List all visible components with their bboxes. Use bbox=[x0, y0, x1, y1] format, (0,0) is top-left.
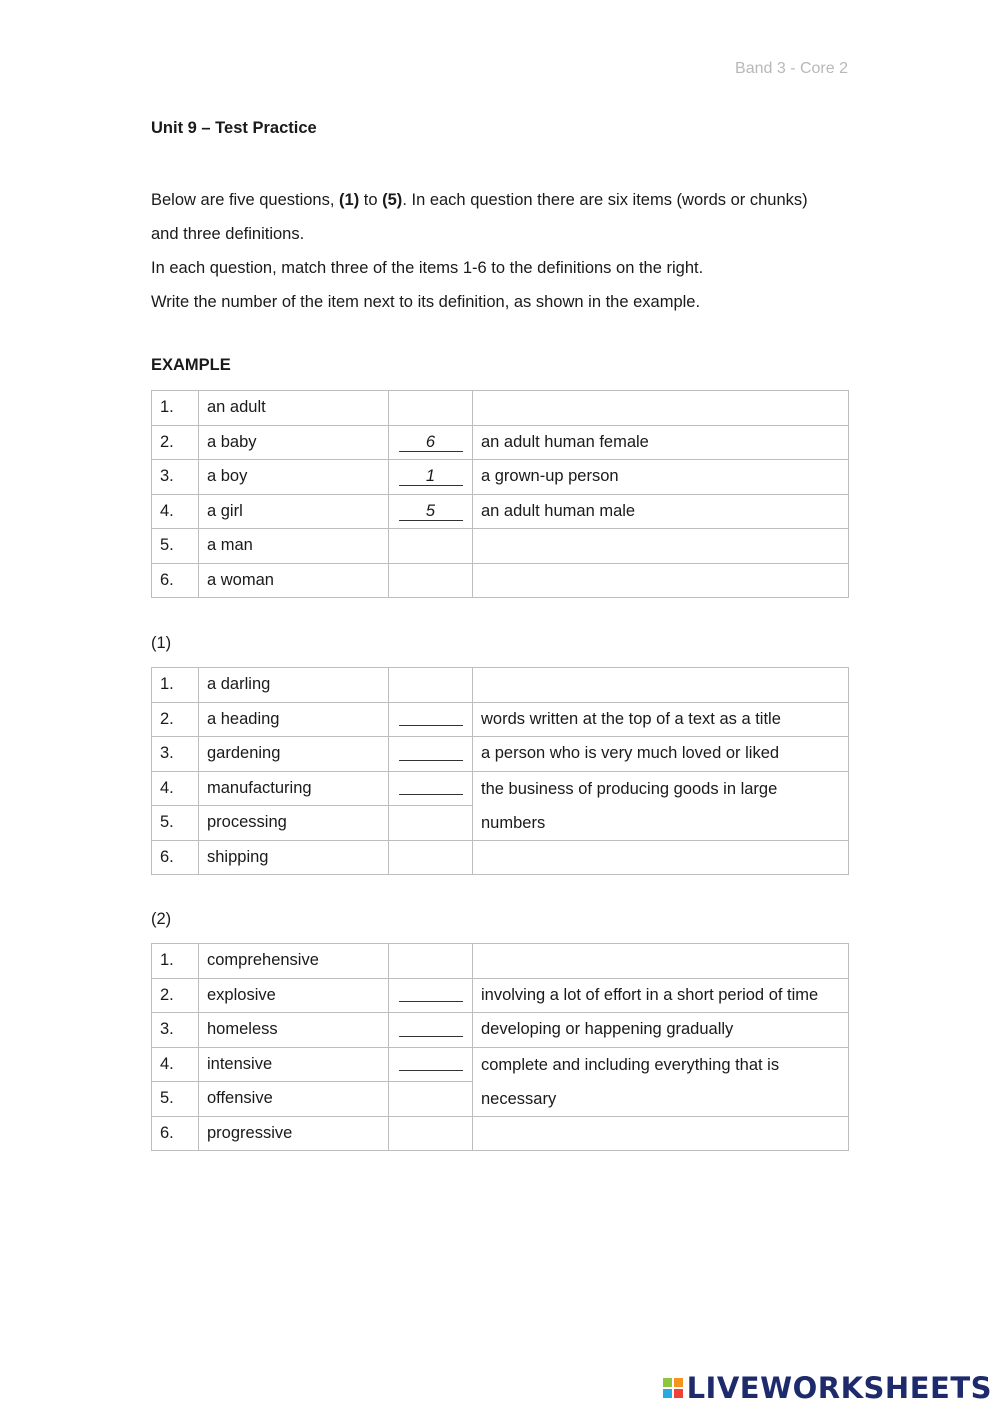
question-1-label: (1) bbox=[151, 634, 172, 652]
instruction-line-4: Write the number of the item next to its definition, as shown in the example. bbox=[151, 293, 701, 311]
item-word: a heading bbox=[199, 702, 389, 737]
page-title: Unit 9 – Test Practice bbox=[151, 119, 317, 137]
table-row bbox=[152, 1047, 849, 1082]
table-row bbox=[152, 771, 849, 806]
answer-blank[interactable] bbox=[399, 1052, 463, 1071]
item-number: 5. bbox=[152, 806, 199, 841]
item-word: processing bbox=[199, 806, 389, 841]
question-2-label: (2) bbox=[151, 910, 172, 928]
item-number: 4. bbox=[152, 494, 199, 529]
answer-blank[interactable] bbox=[399, 742, 463, 761]
answer-blank: 5 bbox=[399, 502, 463, 521]
question-1-table bbox=[151, 667, 849, 875]
table-row bbox=[152, 425, 849, 460]
definition: an adult human female bbox=[473, 425, 849, 460]
logo-text: LIVEWORKSHEETS bbox=[686, 1371, 992, 1405]
table-row bbox=[152, 460, 849, 495]
instruction-line-3: In each question, match three of the items 1-6 to the definitions on the right. bbox=[151, 259, 704, 277]
item-word: progressive bbox=[199, 1116, 389, 1151]
example-table bbox=[151, 390, 849, 598]
instruction-line-1: Below are five questions, (1) to (5). In each question there are six items (words or chunks) bbox=[151, 191, 808, 209]
table-row bbox=[152, 1116, 849, 1151]
table-row bbox=[152, 391, 849, 426]
table-row bbox=[152, 702, 849, 737]
item-word: gardening bbox=[199, 737, 389, 772]
item-word: a man bbox=[199, 529, 389, 564]
table-row bbox=[152, 978, 849, 1013]
item-word: manufacturing bbox=[199, 771, 389, 806]
instructions bbox=[151, 183, 851, 319]
table-row bbox=[152, 1013, 849, 1048]
item-word: explosive bbox=[199, 978, 389, 1013]
question-2-table bbox=[151, 943, 849, 1151]
item-word: a woman bbox=[199, 563, 389, 598]
definition: developing or happening gradually bbox=[473, 1013, 849, 1048]
item-number: 1. bbox=[152, 944, 199, 979]
logo-mark-icon bbox=[663, 1378, 683, 1398]
item-number: 2. bbox=[152, 702, 199, 737]
item-word: shipping bbox=[199, 840, 389, 875]
answer-blank[interactable] bbox=[399, 707, 463, 726]
item-number: 4. bbox=[152, 771, 199, 806]
liveworksheets-logo bbox=[663, 1371, 992, 1405]
item-word: homeless bbox=[199, 1013, 389, 1048]
definition: a person who is very much loved or liked bbox=[473, 737, 849, 772]
item-word: a baby bbox=[199, 425, 389, 460]
item-number: 3. bbox=[152, 737, 199, 772]
definition: the business of producing goods in large numbers bbox=[473, 771, 849, 840]
item-number: 4. bbox=[152, 1047, 199, 1082]
item-number: 3. bbox=[152, 1013, 199, 1048]
item-word: a darling bbox=[199, 668, 389, 703]
table-row bbox=[152, 668, 849, 703]
table-row bbox=[152, 529, 849, 564]
answer-blank[interactable] bbox=[399, 776, 463, 795]
example-label: EXAMPLE bbox=[151, 356, 231, 374]
table-row bbox=[152, 563, 849, 598]
table-row bbox=[152, 944, 849, 979]
answer-blank: 6 bbox=[399, 433, 463, 452]
item-word: comprehensive bbox=[199, 944, 389, 979]
table-row bbox=[152, 737, 849, 772]
instruction-line-2: and three definitions. bbox=[151, 225, 305, 243]
item-number: 6. bbox=[152, 1116, 199, 1151]
definition: complete and including everything that is necessary bbox=[473, 1047, 849, 1116]
item-number: 1. bbox=[152, 391, 199, 426]
item-word: intensive bbox=[199, 1047, 389, 1082]
item-number: 3. bbox=[152, 460, 199, 495]
item-number: 2. bbox=[152, 425, 199, 460]
item-word: a boy bbox=[199, 460, 389, 495]
answer-blank[interactable] bbox=[399, 1018, 463, 1037]
item-number: 6. bbox=[152, 840, 199, 875]
definition: an adult human male bbox=[473, 494, 849, 529]
item-word: a girl bbox=[199, 494, 389, 529]
definition: words written at the top of a text as a title bbox=[473, 702, 849, 737]
item-number: 1. bbox=[152, 668, 199, 703]
item-word: an adult bbox=[199, 391, 389, 426]
item-number: 6. bbox=[152, 563, 199, 598]
item-number: 5. bbox=[152, 1082, 199, 1117]
answer-blank: 1 bbox=[399, 467, 463, 486]
answer-blank[interactable] bbox=[399, 983, 463, 1002]
item-number: 5. bbox=[152, 529, 199, 564]
table-row bbox=[152, 840, 849, 875]
band-label: Band 3 - Core 2 bbox=[735, 60, 848, 77]
item-word: offensive bbox=[199, 1082, 389, 1117]
item-number: 2. bbox=[152, 978, 199, 1013]
definition: involving a lot of effort in a short period of time bbox=[473, 978, 849, 1013]
definition: a grown-up person bbox=[473, 460, 849, 495]
table-row bbox=[152, 494, 849, 529]
